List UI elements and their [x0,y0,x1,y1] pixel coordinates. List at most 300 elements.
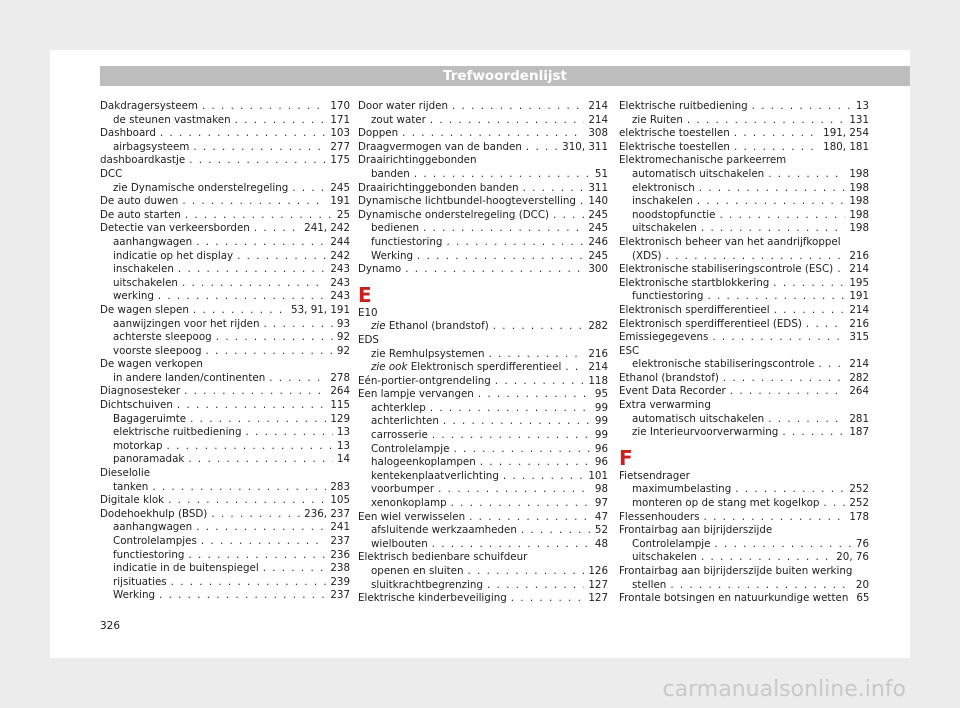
index-term: Dodehoekhulp (BSD) [100,507,208,520]
dot-leader [443,415,591,429]
dot-leader [452,100,584,114]
index-term: elektronisch [632,181,695,194]
index-page-ref[interactable]: 103 [330,127,350,140]
dot-leader [185,209,333,223]
dot-leader [246,426,333,440]
index-page-ref[interactable]: 76 [855,537,869,550]
page-background-top [0,0,960,50]
index-entry [619,372,869,386]
index-entry [100,562,350,576]
dot-leader [263,562,327,576]
index-page-ref[interactable]: 216 [849,317,869,330]
index-page-ref[interactable]: 65 [856,592,869,605]
index-term: banden [371,167,410,180]
index-term: Een wiel verwisselen [358,510,466,523]
index-entry [100,426,350,440]
index-term: Elektronisch beheer van het aandrijfkoppel [619,235,841,248]
dot-leader [182,277,326,291]
dot-leader [171,576,327,590]
index-page-ref[interactable]: 198 [849,195,869,208]
index-page-ref[interactable]: 195 [849,276,869,289]
index-page-ref[interactable]: 244 [330,235,350,248]
dot-leader [190,413,326,427]
index-entry [358,388,608,402]
index-term: voorste sleepoog [113,344,202,357]
index-letter-f: F [619,445,633,470]
index-page-ref[interactable]: 237 [330,535,350,547]
index-entry [100,141,350,155]
index-entry [358,538,608,552]
dot-leader [818,358,845,372]
index-page-ref[interactable]: 241, 242 [304,222,350,235]
index-page-ref[interactable]: 187 [849,426,869,439]
index-term: Een lampje vervangen [358,388,474,401]
index-page-ref[interactable]: 252 [849,497,869,510]
index-term: afsluitende werkzaamheden [371,524,517,537]
index-page-ref[interactable]: 51 [594,167,608,180]
index-entry [100,154,350,168]
index-term: Controlelampje [632,537,711,550]
dot-leader [687,114,845,128]
index-page-ref[interactable]: 178 [849,510,869,523]
index-term: functiestoring [113,548,185,561]
index-term: DCC [100,167,123,180]
dot-leader [405,263,584,277]
index-term: uitschakelen [632,222,697,235]
index-entry [100,168,350,182]
index-entry [358,168,608,182]
index-entry [358,565,608,579]
index-page-ref[interactable]: 48 [594,537,608,550]
index-entry [619,413,869,427]
index-page-ref[interactable]: 96 [594,456,608,469]
index-entry [358,483,608,497]
index-term: carrosserie [371,429,428,442]
index-page-ref[interactable]: 115 [330,399,350,412]
index-term: dashboardkastje [100,154,186,167]
index-page-ref[interactable]: 52 [594,524,608,537]
index-entry [619,222,869,236]
index-letter-e: E [358,282,372,307]
dot-leader [193,304,287,318]
index-page-ref[interactable]: 13 [336,439,350,452]
index-entry [358,236,608,250]
index-page-ref[interactable]: 129 [330,412,350,425]
index-entry [100,182,350,196]
index-page-ref[interactable]: 93 [336,317,350,330]
index-entry [619,511,869,525]
index-page-ref[interactable]: 216 [588,347,608,360]
index-page-ref[interactable]: 214 [588,100,608,112]
dot-leader [430,114,584,128]
dot-leader [292,182,326,196]
index-page-ref[interactable]: 171 [330,113,350,126]
page-header: Trefwoordenlijst [100,66,910,86]
index-entry [619,579,869,593]
index-entry [100,576,350,590]
dot-leader [697,195,845,209]
index-entry [619,100,869,114]
index-column-2 [358,100,608,606]
index-entry [100,508,350,522]
index-page-ref[interactable]: 20, 76 [836,551,869,564]
index-term: Werking [371,249,414,262]
index-page-ref[interactable]: 96 [594,442,608,455]
index-page-ref[interactable]: 238 [330,562,350,575]
index-page-ref[interactable]: 105 [330,494,350,507]
index-entry [100,209,350,223]
index-page-ref[interactable]: 25 [336,208,350,221]
index-entry [619,250,869,264]
index-page-ref[interactable]: 311 [588,181,608,194]
index-page-ref[interactable]: 191, 254 [823,127,869,140]
index-entry [619,483,869,497]
index-page-ref[interactable]: 214 [849,303,869,316]
page-number: 326 [100,620,121,632]
dot-leader [699,182,846,196]
index-entry [100,413,350,427]
index-page-ref[interactable]: 127 [588,592,608,605]
dot-leader [719,209,845,223]
index-term: Eén-portier-ontgrendeling [358,374,491,387]
index-entry [100,114,350,128]
index-page-ref[interactable]: 53, 91, 191 [291,303,350,316]
index-term: de steunen vastmaken [113,113,231,126]
dot-leader [503,470,584,484]
dot-leader [565,361,584,375]
index-entry [358,307,608,321]
index-entry [619,524,869,538]
dot-leader [823,497,845,511]
index-term-prefix: zie [371,320,386,333]
index-entry [358,402,608,416]
index-entry [358,263,608,277]
index-page-ref[interactable]: 191 [849,290,869,303]
dot-leader [438,483,591,497]
index-page-ref[interactable]: 236, 237 [304,507,350,520]
dot-leader [493,320,585,334]
index-entry [100,277,350,291]
index-term: Event Data Recorder [619,385,726,398]
index-entry [619,263,869,277]
index-page-ref[interactable]: 214 [849,263,869,276]
index-entry [619,290,869,304]
dot-leader [454,443,591,457]
index-term: Fietsendrager [619,469,690,482]
index-page-ref[interactable]: 92 [336,331,350,344]
index-entry [100,304,350,318]
index-term: Frontale botsingen en natuurkundige wetten [619,592,849,605]
dot-leader [670,579,852,593]
index-term: automatisch uitschakelen [632,412,765,425]
index-entry [619,277,869,291]
index-term: Emissiegegevens [619,331,709,344]
index-page-ref[interactable]: 13 [855,100,869,112]
index-page-ref[interactable]: 216 [849,249,869,262]
index-page-ref[interactable]: 118 [588,374,608,387]
index-term: zie Remhulpsystemen [371,347,485,360]
index-entry [100,195,350,209]
dot-leader [167,440,333,454]
index-term: indicatie in de buitenspiegel [113,562,259,575]
index-page-ref[interactable]: 282 [588,320,608,333]
index-page-ref[interactable]: 264 [330,385,350,398]
index-term: zie Dynamische onderstelregeling [113,181,289,194]
index-term: Elektrische ruitbediening [619,100,748,112]
index-page-ref[interactable]: 281 [849,412,869,425]
dot-leader [423,222,584,236]
index-page-ref[interactable]: 99 [594,401,608,414]
index-term: functiestoring [632,290,704,303]
index-entry [100,127,350,141]
index-page-ref[interactable]: 252 [849,483,869,496]
index-page-ref[interactable]: 310, 311 [562,140,608,153]
index-page-ref[interactable]: 300 [588,263,608,276]
index-page-ref[interactable]: 264 [849,385,869,398]
index-entry [619,331,869,345]
index-page-ref[interactable]: 126 [588,565,608,577]
index-entry [358,127,608,141]
index-entry [100,440,350,454]
index-term: Draairichtinggebonden banden [358,181,519,194]
index-page-ref[interactable]: 214 [588,113,608,126]
index-entry [358,141,608,155]
index-page-ref[interactable]: 214 [588,361,608,374]
index-term: automatisch uitschakelen [632,167,765,180]
index-term: uitschakelen [632,551,697,564]
index-page-ref[interactable]: 243 [330,276,350,289]
index-page-ref[interactable]: 245 [588,249,608,262]
index-entry [619,114,869,128]
index-term: Dieselolie [100,467,151,480]
index-page-ref[interactable]: 246 [588,235,608,248]
index-term: E10 [358,306,378,319]
index-term: zie Ruiten [632,113,683,126]
dot-leader [495,375,585,389]
index-page-ref[interactable]: 283 [330,480,350,493]
index-term: Dynamische lichtbundel-hoogteverstelling [358,195,576,208]
dot-leader [782,426,845,440]
dot-leader [160,127,326,141]
index-entry [358,592,608,606]
index-entry [100,535,350,549]
index-term: Dichtschuiven [100,399,173,412]
index-entry [619,551,869,565]
dot-leader [701,551,832,565]
dot-leader [159,589,326,603]
index-page-ref[interactable]: 99 [594,415,608,428]
index-entry [358,222,608,236]
index-entry [100,385,350,399]
index-entry [358,250,608,264]
index-term: functiestoring [371,235,443,248]
index-entry [100,100,350,114]
index-entry [100,453,350,467]
index-term: Frontairbag aan bijrijderszijde buiten werking [619,565,853,577]
index-page-ref[interactable]: 282 [849,371,869,384]
dot-leader [168,494,326,508]
index-term: Digitale klok [100,494,165,507]
index-term: maximumbelasting [632,483,732,496]
index-page-ref[interactable]: 198 [849,167,869,180]
index-page-ref[interactable]: 214 [849,358,869,371]
index-term: wielbouten [371,537,428,550]
index-term: Elektrisch bedienbare schuifdeur [358,551,528,564]
index-entry [358,524,608,538]
index-page-ref[interactable]: 243 [330,290,350,303]
index-page-ref[interactable]: 175 [330,154,350,167]
index-page-ref[interactable]: 47 [594,510,608,523]
dot-leader [469,511,591,525]
index-page-ref[interactable]: 92 [336,344,350,357]
dot-leader [189,154,326,168]
index-page-ref[interactable]: 245 [330,181,350,194]
index-term: De auto starten [100,208,181,221]
index-term: motorkap [113,439,163,452]
index-page-ref[interactable]: 245 [588,208,608,221]
dot-leader [480,456,591,470]
dot-leader [752,100,852,114]
index-entry [100,372,350,386]
dot-leader [707,290,845,304]
index-entry [358,195,608,209]
index-term: elektrische ruitbediening [113,426,242,439]
dot-leader [734,127,819,141]
dot-leader [580,195,584,209]
index-entry [100,250,350,264]
index-entry [358,511,608,525]
index-term: tanken [113,480,149,493]
dot-leader [254,222,300,236]
index-page-ref[interactable]: 245 [588,222,608,235]
index-term: Doppen [358,127,399,140]
index-page-ref[interactable]: 127 [588,578,608,591]
index-entry [619,127,869,141]
index-term: openen en sluiten [371,565,464,577]
index-term-text: Elektronisch sperdifferentieel [407,361,562,374]
index-entry [358,361,608,375]
dot-leader [202,100,326,114]
dot-leader [216,331,333,345]
index-page-ref[interactable]: 239 [330,575,350,588]
dot-leader [182,195,326,209]
index-term: Extra verwarming [619,399,711,412]
index-term: in andere landen/continenten [113,371,266,384]
index-page-ref[interactable]: 131 [849,113,869,126]
index-term: monteren op de stang met kogelkop [632,497,820,510]
index-page-ref[interactable]: 140 [588,195,608,208]
page-background-left [0,0,50,708]
index-page-ref[interactable]: 198 [849,181,869,194]
index-entry [358,209,608,223]
index-entry [100,290,350,304]
index-term: Elektronisch sperdifferentieel [619,303,770,316]
index-page-ref[interactable]: 315 [849,331,869,344]
index-term: werking [113,290,154,303]
index-page-ref[interactable]: 101 [588,469,608,482]
dot-leader [467,565,584,579]
index-page-ref[interactable]: 98 [594,483,608,496]
index-page-ref[interactable]: 99 [594,429,608,442]
dot-leader [523,182,585,196]
index-term: rijsituaties [113,575,167,588]
index-entry [100,331,350,345]
index-term: EDS [358,333,379,346]
index-page-ref[interactable]: 13 [336,426,350,439]
index-entry [358,579,608,593]
index-entry [100,494,350,508]
dot-leader [773,277,845,291]
index-page-ref[interactable]: 237 [330,589,350,602]
index-page-ref[interactable]: 95 [594,388,608,401]
index-term: bedienen [371,222,419,235]
index-term-text: Ethanol (brandstof) [385,320,489,333]
page-background-right [910,0,960,708]
index-page-ref[interactable]: 241 [330,521,350,534]
index-page-ref[interactable]: 180, 181 [823,140,869,153]
dot-leader [735,483,845,497]
index-term: achterklep [371,401,426,414]
index-entry [619,426,869,440]
index-page-ref[interactable]: 242 [330,249,350,262]
index-page-ref[interactable]: 198 [849,222,869,235]
index-term: De auto duwen [100,195,179,208]
index-page-ref[interactable]: 308 [588,127,608,140]
index-page-ref[interactable]: 236 [330,548,350,561]
index-entry [619,318,869,332]
index-term: sluitkrachtbegrenzing [371,578,483,591]
dot-leader [521,524,591,538]
dot-leader [526,141,558,155]
index-entry [619,565,869,579]
index-page-ref[interactable]: 198 [849,208,869,221]
dot-leader [178,263,326,277]
index-term: halogeenkoplampen [371,456,476,469]
index-page-ref[interactable]: 277 [330,140,350,153]
index-term: Werking [113,589,156,602]
index-entry [100,521,350,535]
dot-leader [478,388,591,402]
index-entry [100,236,350,250]
index-entry [100,467,350,481]
index-page-ref[interactable]: 191 [330,195,350,208]
index-entry [100,345,350,359]
index-entry [358,320,608,334]
index-term: Frontairbag aan bijrijderszijde [619,524,773,537]
index-entry [619,358,869,372]
index-entry [619,141,869,155]
index-term: Elektrische kinderbeveiliging [358,592,507,605]
index-page-ref[interactable]: 278 [330,371,350,384]
index-term: aanwijzingen voor het rijden [113,317,260,330]
index-entry [100,589,350,603]
index-entry [358,551,608,565]
index-page-ref[interactable]: 170 [330,100,350,112]
index-term: uitschakelen [113,276,178,289]
index-page-ref[interactable]: 14 [336,453,350,466]
index-page-ref[interactable]: 243 [330,263,350,276]
index-entry [100,549,350,563]
index-entry [619,497,869,511]
dot-leader [188,453,333,467]
index-page-ref[interactable]: 20 [855,578,869,591]
dot-leader [177,399,326,413]
index-column-1 [100,100,350,603]
index-term: zout water [371,113,426,126]
index-page-ref[interactable]: 97 [594,497,608,510]
index-term: Ethanol (brandstof) [619,371,719,384]
index-term: noodstopfunctie [632,208,716,221]
